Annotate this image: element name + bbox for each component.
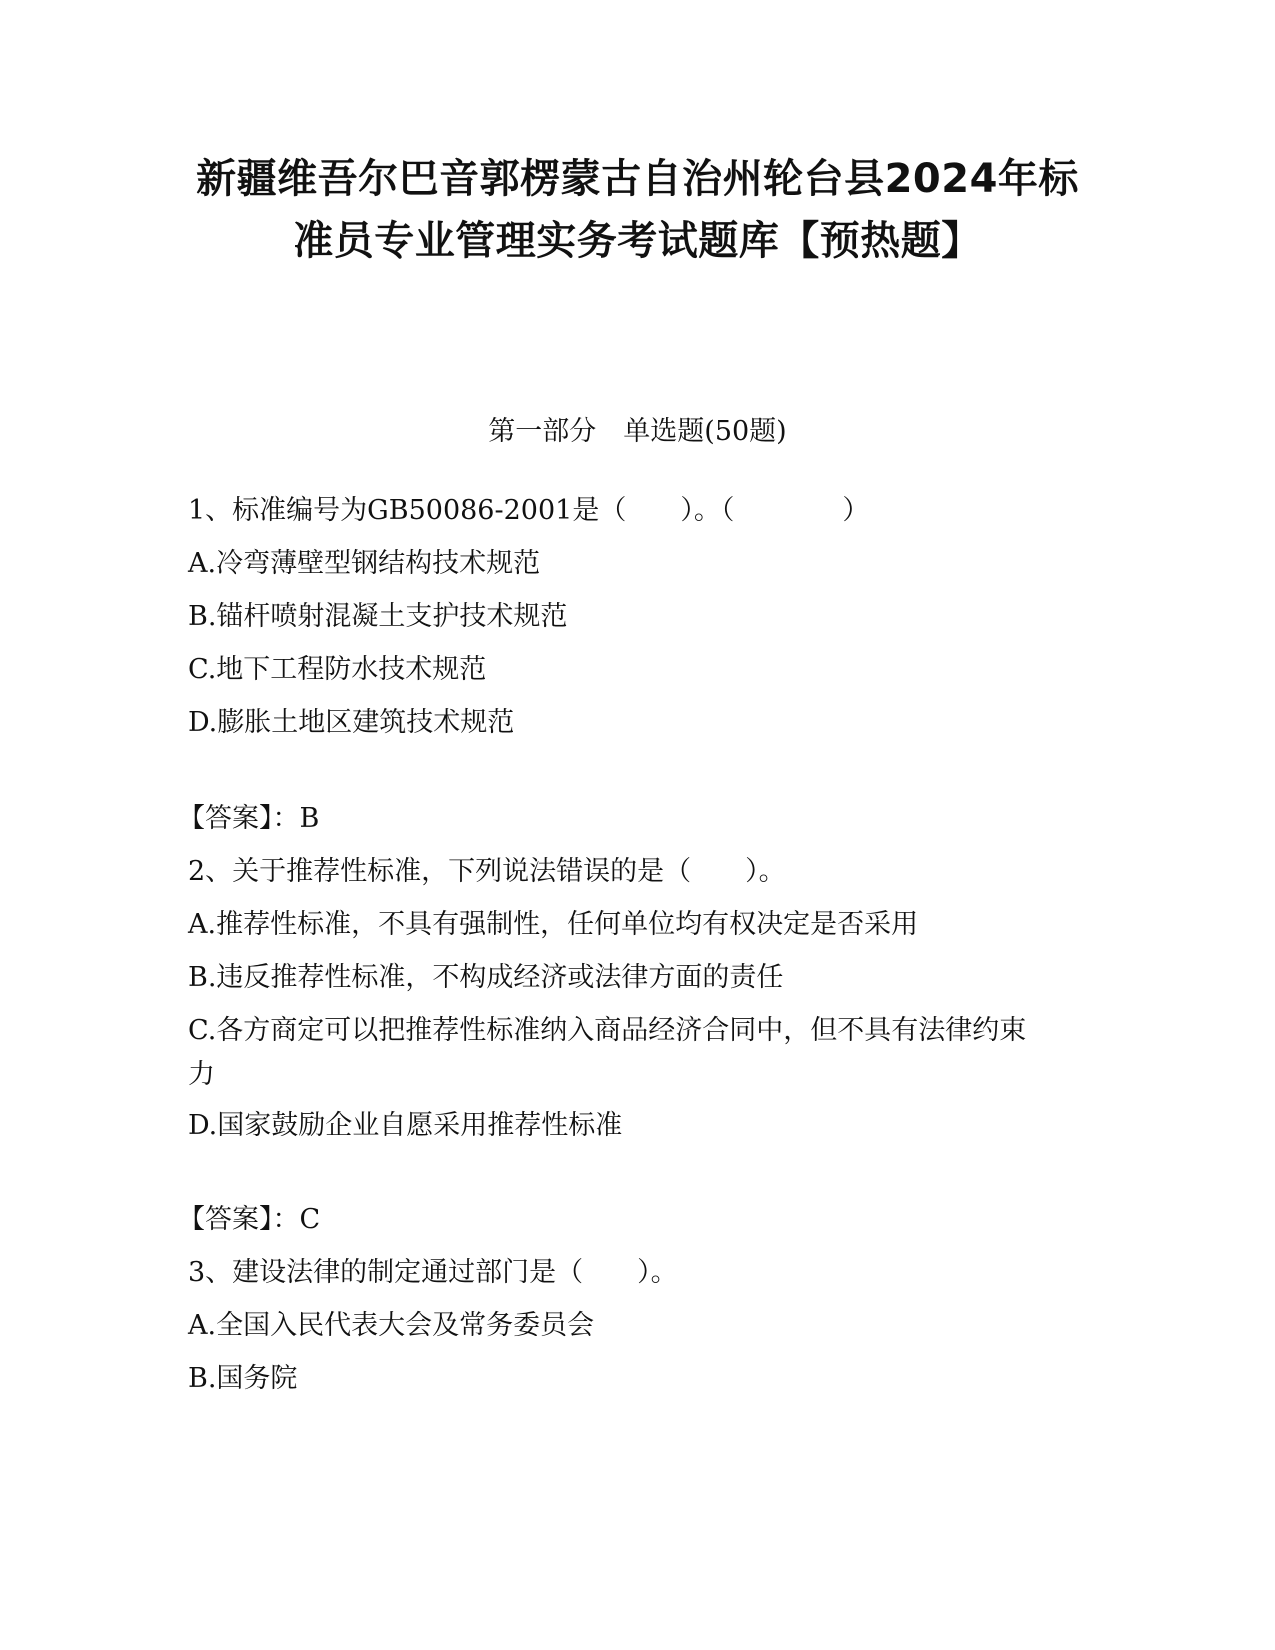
question-1-stem: 1、标准编号为GB50086-2001是（ ）。（ ） — [188, 495, 870, 526]
document-title — [150, 148, 1125, 272]
question-2-option-b: B.违反推荐性标准，不构成经济或法律方面的责任 — [188, 962, 784, 993]
document-title-line-2: 准员专业管理实务考试题库【预热题】 — [293, 218, 982, 264]
question-1-option-d: D.膨胀土地区建筑技术规范 — [188, 707, 515, 738]
question-2-answer: 【答案】：C — [178, 1204, 321, 1235]
question-2-option-c: C.各方商定可以把推荐性标准纳入商品经济合同中，但不具有法律约束力 — [188, 1015, 1027, 1090]
question-1-option-b: B.锚杆喷射混凝土支护技术规范 — [188, 601, 568, 632]
question-3-stem: 3、建设法律的制定通过部门是（ ）。 — [188, 1257, 678, 1288]
question-1-answer: 【答案】：B — [178, 803, 320, 834]
question-1-option-a: A.冷弯薄壁型钢结构技术规范 — [188, 548, 541, 579]
question-2-option-d: D.国家鼓励企业自愿采用推荐性标准 — [188, 1110, 623, 1141]
question-3-option-b: B.国务院 — [188, 1363, 298, 1394]
section-heading: 第一部分 单选题(50题) — [488, 416, 787, 447]
question-2-stem: 2、关于推荐性标准，下列说法错误的是（ ）。 — [188, 856, 786, 887]
document-title-line-1: 新疆维吾尔巴音郭楞蒙古自治州轮台县2024年标 — [196, 156, 1079, 202]
question-2-option-a: A.推荐性标准，不具有强制性，任何单位均有权决定是否采用 — [188, 909, 919, 940]
question-3-option-a: A.全国入民代表大会及常务委员会 — [188, 1310, 595, 1341]
question-1-option-c: C.地下工程防水技术规范 — [188, 654, 487, 685]
